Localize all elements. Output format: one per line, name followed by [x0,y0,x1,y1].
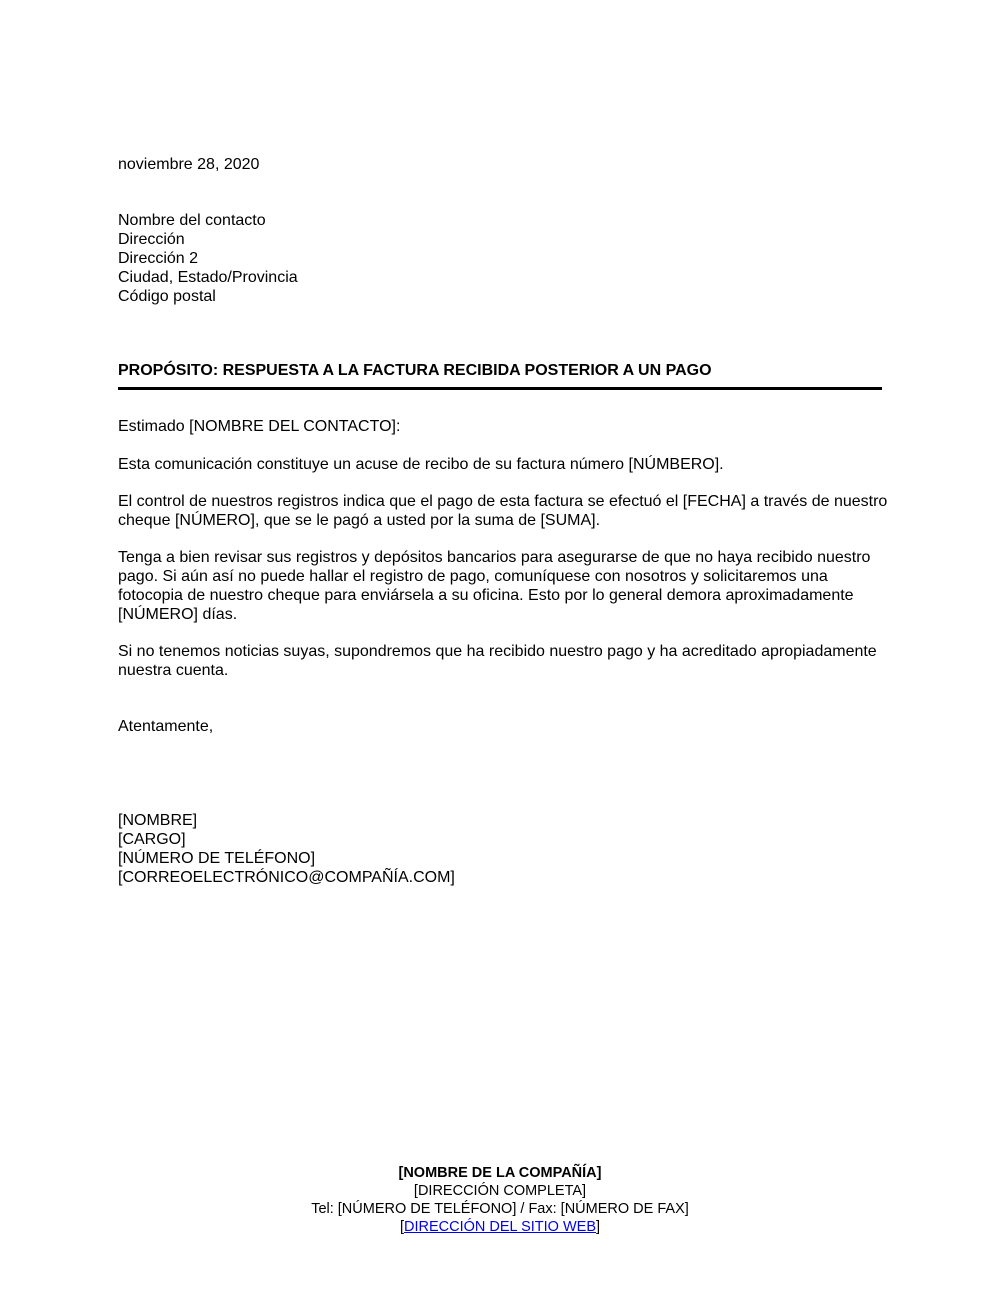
salutation: Estimado [NOMBRE DEL CONTACTO]: [118,418,401,435]
footer-company-name: [NOMBRE DE LA COMPAÑÍA] [398,1165,602,1181]
recipient-name: Nombre del contacto [118,212,266,229]
footer-contact: Tel: [NÚMERO DE TELÉFONO] / Fax: [NÚMERO DE FAX] [311,1201,689,1217]
signature-name: [NOMBRE] [118,812,198,829]
website-link[interactable]: DIRECCIÓN DEL SITIO WEB [403,1219,596,1235]
body-paragraph-1: Esta comunicación constituye un acuse de recibo de su factura número [NÚMBERO]. [118,456,724,473]
signature-block [118,811,455,887]
footer-website [0,1218,1000,1236]
closing: Atentamente, [118,718,214,735]
body-paragraph-4: Si no tenemos noticias suyas, supondremos que ha recibido nuestro pago y ha acreditado apropiadamente nuestra cuenta. [118,643,877,679]
subject-divider [118,387,882,390]
signature-email: [CORREOELECTRÓNICO@COMPAÑÍA.COM] [118,869,455,886]
footer-address: [DIRECCIÓN COMPLETA] [413,1183,587,1199]
signature-title: [CARGO] [118,831,186,848]
body-paragraph-3: Tenga a bien revisar sus registros y depósitos bancarios para asegurarse de que no haya recibido nuestro pago. Si aún así no puede hallar el registro de pago, comuníquese con nosotros y solicitaremos una fotocopia de nuestro cheque para enviársela a su oficina. Esto por lo general demora aproximadamente [NÚMERO] días. [118,549,871,623]
signature-phone: [NÚMERO DE TELÉFONO] [118,850,316,867]
recipient-postal-code: Código postal [118,288,216,305]
company-footer [0,1164,1000,1236]
bracket-close: ] [596,1219,601,1235]
recipient-address-1: Dirección [118,231,185,248]
bracket-open: [ [399,1219,404,1235]
recipient-block [118,211,298,306]
body-paragraph-2: El control de nuestros registros indica que el pago de esta factura se efectuó el [FECHA] a través de nuestro cheque [NÚMERO], que se le pagó a usted por la suma de [SUMA]. [118,493,888,529]
subject-heading: PROPÓSITO: RESPUESTA A LA FACTURA RECIBIDA POSTERIOR A UN PAGO [118,362,712,379]
letter-date: noviembre 28, 2020 [118,156,260,173]
recipient-address-2: Dirección 2 [118,250,199,267]
recipient-city-state: Ciudad, Estado/Provincia [118,269,298,286]
